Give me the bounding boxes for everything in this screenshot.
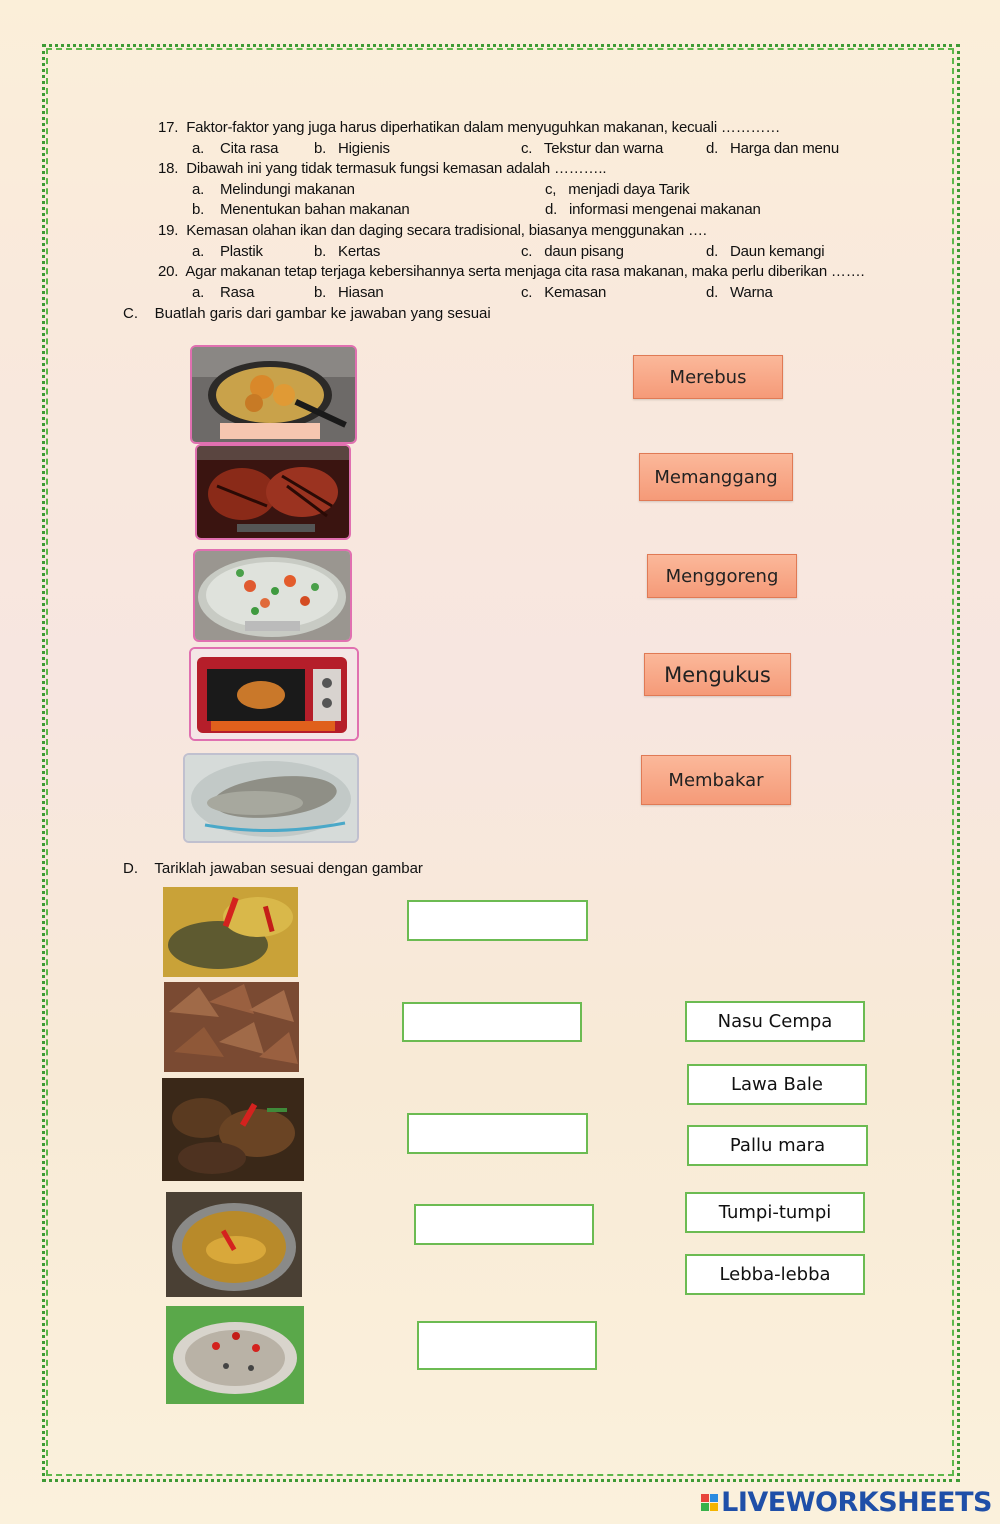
answer-memanggang[interactable]: Memanggang [639, 453, 793, 501]
question-18: 18. Dibawah ini yang tidak termasuk fungsi kemasan adalah ……….. [158, 160, 607, 177]
q18-option-c: c, menjadi daya Tarik [545, 181, 690, 198]
question-17: 17. Faktor-faktor yang juga harus diperhatikan dalam menyuguhkan makanan, kecuali ………… [158, 119, 781, 136]
word-pallu-mara[interactable]: Pallu mara [687, 1125, 868, 1166]
liveworksheets-logo [701, 1487, 992, 1518]
section-c-heading: C. Buatlah garis dari gambar ke jawaban yang sesuai [123, 305, 491, 322]
photo-steaming [183, 753, 359, 843]
drop-box-3[interactable] [407, 1113, 588, 1154]
brand-name: LIVEWORKSHEETS [721, 1487, 992, 1518]
q20-option-d: d. Warna [706, 284, 773, 301]
word-nasu-cempa[interactable]: Nasu Cempa [685, 1001, 865, 1042]
answer-mengukus[interactable]: Mengukus [644, 653, 791, 696]
photo-food-3 [162, 1078, 304, 1181]
word-lebba-lebba[interactable]: Lebba-lebba [685, 1254, 865, 1295]
word-lawa-bale[interactable]: Lawa Bale [687, 1064, 867, 1105]
q18-option-a: a. Melindungi makanan [192, 181, 355, 198]
q19-option-d: d. Daun kemangi [706, 243, 825, 260]
photo-oven [189, 647, 359, 741]
photo-food-4 [166, 1192, 302, 1297]
q20-option-b: b. Hiasan [314, 284, 384, 301]
q18-option-d: d. informasi mengenai makanan [545, 201, 761, 218]
q19-option-b: b. Kertas [314, 243, 381, 260]
section-d-heading: D. Tariklah jawaban sesuai dengan gambar [123, 860, 423, 877]
logo-squares-icon [701, 1494, 718, 1511]
q17-option-c: c. Tekstur dan warna [521, 140, 664, 157]
drop-box-5[interactable] [417, 1321, 597, 1370]
drop-box-1[interactable] [407, 900, 588, 941]
q18-option-b: b. Menentukan bahan makanan [192, 201, 410, 218]
q20-option-c: c. Kemasan [521, 284, 607, 301]
answer-menggoreng[interactable]: Menggoreng [647, 554, 797, 598]
word-tumpi-tumpi[interactable]: Tumpi-tumpi [685, 1192, 865, 1233]
photo-food-1 [163, 887, 298, 977]
q17-option-a: a. Cita rasa [192, 140, 279, 157]
photo-grilling [195, 444, 351, 540]
drop-box-4[interactable] [414, 1204, 594, 1245]
q17-option-b: b. Higienis [314, 140, 390, 157]
drop-box-2[interactable] [402, 1002, 582, 1042]
answer-merebus[interactable]: Merebus [633, 355, 783, 399]
photo-food-5 [166, 1306, 304, 1404]
question-19: 19. Kemasan olahan ikan dan daging secara tradisional, biasanya menggunakan …. [158, 222, 707, 239]
photo-food-2 [164, 982, 299, 1072]
photo-boiling [193, 549, 352, 642]
q19-option-c: c. daun pisang [521, 243, 624, 260]
answer-membakar[interactable]: Membakar [641, 755, 791, 805]
photo-frying [190, 345, 357, 444]
q20-option-a: a. Rasa [192, 284, 255, 301]
question-20: 20. Agar makanan tetap terjaga kebersihannya serta menjaga cita rasa makanan, maka perlu diberikan ……. [158, 263, 865, 280]
q19-option-a: a. Plastik [192, 243, 263, 260]
q17-option-d: d. Harga dan menu [706, 140, 839, 157]
